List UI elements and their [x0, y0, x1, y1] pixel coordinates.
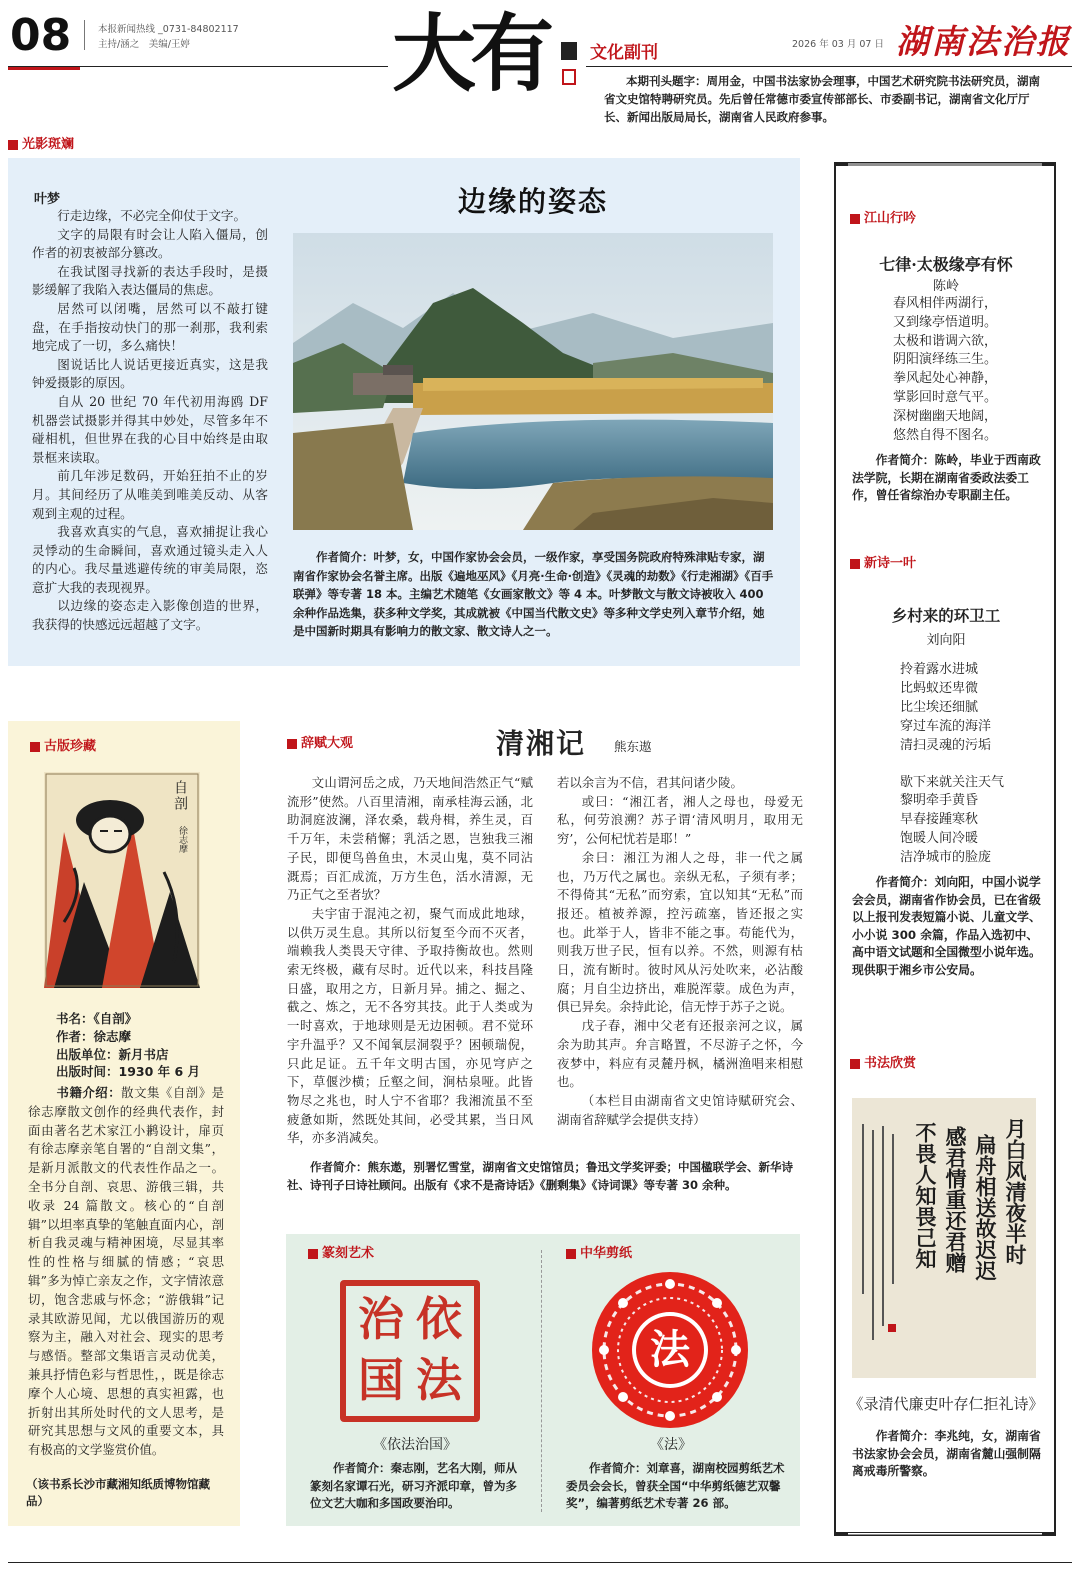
paragraph: 前几年涉足数码，开始狂拍不止的岁月。其间经历了从唯美到唯美反动、从客观到主观的过程。	[32, 468, 268, 521]
art-panel-divider	[541, 1250, 542, 1512]
section-tag-ci-fu: 辞赋大观	[287, 736, 353, 752]
section-tag-photo: 光影斑斓	[8, 137, 74, 153]
paragraph: 若以余言为不信，君其问诸少陵。	[557, 775, 743, 790]
book-metadata	[56, 1010, 226, 1081]
editor-credits: 主持/涵之 美编/王婷	[98, 39, 190, 50]
article-column-1	[287, 774, 533, 1148]
seal-character: 依	[416, 1292, 462, 1346]
poem-line: 洁净城市的脸庞	[900, 850, 992, 866]
paragraph: 戊子春，湘中父老有还报亲河之议，属余为助其声。弁言略置，不尽游子之怀，今夜梦中，料应有灵麓丹枫，橘洲渔唱来相慰也。	[557, 1018, 803, 1090]
page-bottom-rule	[8, 1562, 1072, 1563]
header-rule	[8, 66, 388, 67]
paragraph: 夫宇宙于混沌之初，聚气而成此地球，以供万灵生息。其所以衍复至今而不灭者，端赖我人类畏天守律、予取持衡故也。然则索无终极，藏有尽时。近代以来，科技昌隆日盛，取用之方，日新月异。捕之、掘之、截之、炼之，无不各穷其技。此于人类或为一时喜欢，于地球则是无边困顿。君不觉环宇升温乎？又不闻氧层洞裂乎？困顿瑞倪，只此足证。五千年文明古国，亦见穹庐之下，草偃沙横；丘壑之间，涧枯泉哑。此皆物尽之兆也，时人宁不省耶？我湘流虽不至疲惫如斯，然既处其间，必受其累，当日风华，亦多消减矣。	[287, 905, 533, 1146]
header-rule-right	[586, 66, 1072, 67]
calligraphy-author-bio: 作者简介：李兆纯，女，湖南省书法家协会会员，湖南省麓山强制隔离戒毒所警察。	[852, 1429, 1041, 1478]
papercut-artwork	[590, 1270, 750, 1430]
book-name: 书名：《自剖》	[56, 1011, 138, 1026]
book-introduction	[28, 1084, 224, 1460]
poem-line: 春风相伴两湖行，	[893, 296, 998, 311]
papercut-character: 法	[650, 1326, 690, 1373]
supplement-label: 文化副刊	[590, 43, 658, 63]
book-publish-time: 出版时间：1930 年 6 月	[56, 1064, 201, 1080]
inscriber-seal	[560, 40, 578, 92]
poem-line: 阴阳演绎练三生。	[893, 352, 998, 368]
paragraph: 自从 20 世纪 70 年代初用海鸥 DF 机器尝试摄影并得其中妙处，尽管多年不碰相机，但世界在我的心目中始终是由取景框来读取。	[32, 393, 268, 465]
paragraph: 居然可以闭嘴，居然可以不敲打键盘，在手指按动快门的那一刹那，我利索地完成了一切，多么痛快！	[32, 300, 268, 354]
calligraphy-column: 感君情重还君赠	[943, 1126, 968, 1273]
paragraph: 在我试图寻找新的表达手段时，是摄影缓解了我陷入表达僵局的焦虑。	[32, 263, 268, 298]
book-publisher: 出版单位：新月书店	[56, 1046, 169, 1062]
paragraph: 以边缘的姿态走入影像创造的世界，我获得的快感远远超越了文字。	[32, 598, 268, 633]
poem-line: 掌影回时意气平。	[893, 389, 998, 405]
paragraph: 图说话比人说话更接近真实，这是我钟爱摄影的原因。	[32, 356, 268, 391]
section-tag-seal-art: 篆刻艺术	[308, 1246, 374, 1262]
news-hotline: 本报新闻热线 _0731-84802117	[98, 24, 239, 35]
frame-bottom-ornament	[834, 1532, 1056, 1536]
page-number: 08	[10, 10, 72, 61]
issue-date: 2026 年 03 月 07 日	[792, 39, 884, 50]
poem1-author: 陈岭	[932, 279, 959, 294]
seal-author-bio: 作者简介：秦志刚，艺名大刚，师从篆刻名家谭石光，研习齐派印章，曾为多位文艺大咖和多国政要治印。	[310, 1461, 517, 1510]
paragraph: 余曰：湘江为湘人之母，非一代之属也，乃万代之属也。亲纵无私，子须有孝；不得倚其“无私”而穷索，宜以知其“无私”而报还。植被养源，控污疏塞，皆还报之实也。此举于人，皆非不能之事。苟能代为，则我万世子民，恒有以养。不然，则源有枯日，流有断时。彼时风从污处吹来，必沾酸腐；月自尘边挤出，难脱浑蒙。成色为声，俱已异矣。余持此论，信无悖于苏子之说。	[557, 849, 803, 1015]
photo-essay-author: 叶梦	[34, 192, 61, 207]
papercut-author-bio: 作者简介：刘章喜，湖南校园剪纸艺术委员会会长，曾获全国“中华剪纸德艺双馨奖”，编著剪纸艺术专著 26 部。	[566, 1461, 785, 1510]
poem-line: 拳风起处心神静，	[893, 371, 998, 387]
paragraph: 或曰：“湘江者，湘人之母也，母爱无私，何劳浪溯？苏子谓‘清风明月，取用无穷’，公何杞忧若是耶！”	[557, 793, 803, 847]
paragraph: 文山谓河岳之成，乃天地间浩然正气“赋流形”使然。八百里清湘，南承桂海云涵，北助洞庭波澜，泽农桑，载舟楫，养生灵，百千万年，未尝稍懈；乳活之恩，岂独我三湘子民，即便鸟兽鱼虫，木灵山鬼，莫不同沾溉焉；百汇成流，万方生色，活水清源，无乃正气之至者欤？	[287, 775, 533, 903]
poem1-lines	[893, 295, 997, 445]
paragraph: 行走边缘，不必完全仰仗于文字。	[57, 208, 247, 223]
calligraphy-title: 《录清代廉吏叶存仁拒礼诗》	[848, 1395, 1044, 1413]
poem2-author-bio: 作者简介：刘向阳，中国小说学会会员，湖南省作协会员，已在省级以上报刊发表短篇小说、儿童文学、小小说 300 余篇，作品入选初中、高中语文试题和全国微型小说年选。现供职于湘乡市公安局。	[852, 875, 1041, 977]
seal-character: 治	[358, 1292, 404, 1346]
poem-line: 早春接踵寒秋	[900, 812, 979, 828]
section-tag-new-poem: 新诗一叶	[850, 556, 916, 572]
newspaper-masthead: 湖南法治报	[896, 22, 1071, 61]
poem-line: 饱暖人间冷暖	[900, 831, 979, 847]
article-author-bio: 作者简介：熊东遨，别署忆雪堂，湖南省文史馆馆员；鲁迅文学奖评委；中国楹联学会、新华诗社、诗刊子曰诗社顾问。出版有《求不是斋诗话》《删剩集》《诗词课》等专著 30 余种。	[287, 1160, 793, 1192]
poem-line: 又到缘亭悟道明。	[893, 314, 998, 330]
section-tag-paper-cut: 中华剪纸	[566, 1246, 632, 1262]
photo-essay-author-bio: 作者简介：叶梦，女，中国作家协会会员，一级作家，享受国务院政府特殊津贴专家，湖南省作家协会名誉主席。出版《遍地巫风》《月亮·生命·创造》《灵魂的劫数》《行走湘湖》《百手联弹》等专著 18 本。主编艺术随笔《女画家散文》等 4 本。叶梦散文与散文诗被收入 400 余种作品选集，获多种文学奖，其成就被《中国当代散文史》等多种文学史列入章节介绍，她是中国新时期具有影响力的散文家、散文诗人之一。	[293, 550, 774, 638]
calligraphy-inscription	[858, 1124, 902, 1354]
poem-line: 歇下来就关注天气	[900, 774, 1005, 790]
book-intro-text: 散文集《自剖》是徐志摩散文创作的经典代表作，封面由著名艺术家江小鹣设计，扉页有徐志摩亲笔自署的“自剖文集”，是新月派散文的代表性作品之一。全书分自剖、哀思、游俄三辑，共收录 24 篇散文。核心的“自剖辑”以坦率真挚的笔触直面内心，剖析自我灵魂与精神困境，尽显其率性的性格与细腻的情感；“哀思辑”多为悼亡亲友之作，文字情浓意切，饱含悲戚与怀念；“游俄辑”记录其欧游见闻，尤以俄国游历的观察为主，融入对社会、现实的思考与感悟。整部文集语言灵动优美，兼具抒情色彩与哲思性，，既是徐志摩个人心境、思想的真实袒露，也折射出其所处时代的文人思考，是研究其思想与文风的重要文本，具有极高的文学鉴赏价值。	[28, 1085, 225, 1458]
poem-line: 穿过车流的海洋	[900, 718, 992, 734]
book-intro-label: 书籍介绍：	[56, 1085, 122, 1100]
calligraphy-artwork	[852, 1098, 1036, 1378]
calligraphy-column: 扁舟相送故迟迟	[973, 1134, 998, 1281]
seal-mark-red	[563, 70, 575, 84]
header-info	[98, 22, 239, 52]
section-tag-landscape: 江山行吟	[850, 211, 916, 227]
inscription-note: 本期刊头题字：周用金，中国书法家协会理事，中国艺术研究院书法研究员，湖南省文史馆特聘研究员。先后曾任常德市委宣传部部长、市委副书记，湖南省文化厅厅长、新闻出版局局长，湖南省人民政府参事。	[604, 74, 1040, 124]
section-tag-old-book: 古版珍藏	[30, 739, 96, 755]
paragraph: （本栏目由湖南省文史馆诗赋研究会、湖南省辞赋学会提供支持）	[557, 1092, 803, 1127]
poem-line: 悠然自得不图名。	[893, 427, 998, 443]
seal-character: 国	[358, 1353, 404, 1407]
paragraph: 我喜欢真实的气息，喜欢捕捉让我心灵悸动的生命瞬间，喜欢通过镜头走入人的内心。我尽量逃避传统的审美局限，恣意扩大我的表现视界。	[32, 524, 268, 595]
poem-line: 拎着露水进城	[900, 662, 979, 677]
section-tag-calligraphy: 书法欣赏	[850, 1056, 916, 1072]
photo-essay-body	[32, 207, 268, 635]
poem-line: 比尘埃还细腻	[900, 699, 979, 715]
poem-line: 深树幽幽天地阔，	[893, 408, 998, 424]
stanza-gap	[900, 756, 1004, 774]
book-author: 作者：徐志摩	[56, 1028, 132, 1044]
poem-line: 清扫灵魂的污垢	[900, 737, 992, 753]
article-author: 熊东遨	[614, 739, 652, 754]
article-column-2	[557, 774, 803, 1129]
poem1-title: 七律·太极缘亭有怀	[879, 255, 1013, 274]
poem2-author: 刘向阳	[926, 633, 966, 648]
calligraphy-column: 月白风清夜半时	[1003, 1118, 1028, 1265]
poem-line: 黎明牵手黄昏	[900, 793, 979, 809]
column-calligraphy-title: 大有	[392, 4, 549, 103]
poem-line: 太极和谐调六欲，	[893, 333, 998, 349]
paragraph: 文字的局限有时会让人陷入僵局，创作者的初衷被部分篡改。	[32, 226, 268, 261]
cover-title: 自剖	[172, 780, 188, 812]
header-divider	[84, 20, 85, 50]
seal-caption: 《依法治国》	[373, 1437, 457, 1453]
cover-author: 徐志摩	[177, 826, 187, 853]
photo-essay-title: 边缘的姿态	[457, 185, 608, 218]
poem1-author-bio: 作者简介：陈岭，毕业于西南政法学院，长期在湖南省委政法委工作，曾任省综治办专职副主任。	[852, 453, 1041, 502]
seal-mark-dark	[561, 42, 577, 60]
papercut-caption: 《法》	[650, 1437, 692, 1453]
calligraphy-column: 不畏人知畏己知	[913, 1122, 938, 1269]
seal-character: 法	[416, 1353, 462, 1407]
poem2-lines	[900, 661, 1004, 868]
article-title: 清湘记	[496, 727, 587, 760]
seal-artwork	[340, 1280, 480, 1422]
poem-line: 比蚂蚁还卑微	[900, 680, 979, 696]
poem2-title: 乡村来的环卫工	[891, 606, 1001, 625]
landscape-photo	[293, 233, 773, 530]
frame-top-ornament	[834, 162, 1056, 166]
book-collection-note: （该书系长沙市藏湘知纸质博物馆藏品）	[26, 1477, 210, 1508]
